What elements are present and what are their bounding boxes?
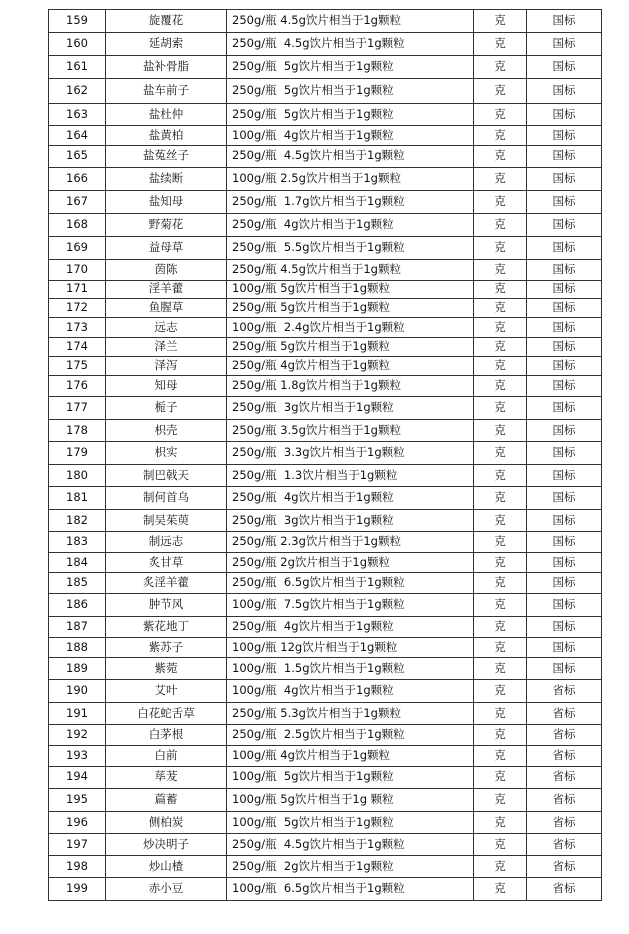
specification-cell: 250g/瓶 1.3饮片相当于1g颗粒 <box>227 464 474 487</box>
row-number-cell: 164 <box>49 126 106 146</box>
medicine-name-cell: 紫菀 <box>106 658 227 680</box>
medicine-table-body <box>49 10 602 901</box>
standard-cell: 国标 <box>527 55 602 78</box>
medicine-name-cell: 枳壳 <box>106 419 227 442</box>
medicine-name-cell: 远志 <box>106 317 227 338</box>
medicine-name-cell: 盐车前子 <box>106 78 227 103</box>
medicine-name-cell: 紫花地丁 <box>106 616 227 638</box>
specification-cell: 250g/瓶 4.5g饮片相当于1g颗粒 <box>227 834 474 856</box>
specification-cell: 250g/瓶 3g饮片相当于1g颗粒 <box>227 509 474 532</box>
row-number-cell: 168 <box>49 213 106 236</box>
unit-cell: 克 <box>474 213 527 236</box>
specification-cell: 250g/瓶 2g饮片相当于1g颗粒 <box>227 553 474 573</box>
specification-cell: 250g/瓶 5.5g饮片相当于1g颗粒 <box>227 236 474 259</box>
standard-cell: 省标 <box>527 834 602 856</box>
unit-cell: 克 <box>474 746 527 767</box>
standard-cell: 国标 <box>527 190 602 213</box>
specification-cell: 250g/瓶 4.5g饮片相当于1g颗粒 <box>227 10 474 33</box>
row-number-cell: 160 <box>49 32 106 55</box>
standard-cell: 国标 <box>527 298 602 317</box>
specification-cell: 250g/瓶 4.5g饮片相当于1g颗粒 <box>227 145 474 167</box>
row-number-cell: 171 <box>49 280 106 298</box>
table-row <box>49 638 602 658</box>
specification-cell: 250g/瓶 5.3g饮片相当于1g颗粒 <box>227 702 474 725</box>
medicine-name-cell: 淫羊藿 <box>106 280 227 298</box>
standard-cell: 国标 <box>527 317 602 338</box>
unit-cell: 克 <box>474 126 527 146</box>
row-number-cell: 182 <box>49 509 106 532</box>
medicine-name-cell: 野菊花 <box>106 213 227 236</box>
unit-cell: 克 <box>474 236 527 259</box>
medicine-name-cell: 制远志 <box>106 532 227 553</box>
unit-cell: 克 <box>474 145 527 167</box>
unit-cell: 克 <box>474 419 527 442</box>
standard-cell: 国标 <box>527 32 602 55</box>
unit-cell: 克 <box>474 725 527 746</box>
standard-cell: 国标 <box>527 213 602 236</box>
specification-cell: 100g/瓶 7.5g饮片相当于1g颗粒 <box>227 594 474 617</box>
standard-cell: 省标 <box>527 856 602 878</box>
medicine-name-cell: 鱼腥草 <box>106 298 227 317</box>
standard-cell: 省标 <box>527 788 602 811</box>
unit-cell: 克 <box>474 397 527 420</box>
standard-cell: 国标 <box>527 103 602 126</box>
specification-cell: 250g/瓶 5g饮片相当于1g颗粒 <box>227 338 474 357</box>
standard-cell: 国标 <box>527 280 602 298</box>
table-row <box>49 679 602 702</box>
unit-cell: 克 <box>474 702 527 725</box>
unit-cell: 克 <box>474 616 527 638</box>
unit-cell: 克 <box>474 10 527 33</box>
medicine-name-cell: 盐补骨脂 <box>106 55 227 78</box>
specification-cell: 250g/瓶 4g饮片相当于1g颗粒 <box>227 616 474 638</box>
specification-cell: 250g/瓶 5g饮片相当于1g颗粒 <box>227 78 474 103</box>
medicine-name-cell: 制何首乌 <box>106 487 227 510</box>
table-row <box>49 375 602 397</box>
medicine-name-cell: 枳实 <box>106 442 227 465</box>
row-number-cell: 185 <box>49 573 106 594</box>
specification-cell: 250g/瓶 2.3g饮片相当于1g颗粒 <box>227 532 474 553</box>
standard-cell: 国标 <box>527 397 602 420</box>
specification-cell: 250g/瓶 6.5g饮片相当于1g颗粒 <box>227 573 474 594</box>
medicine-name-cell: 延胡索 <box>106 32 227 55</box>
table-row <box>49 573 602 594</box>
standard-cell: 省标 <box>527 811 602 834</box>
row-number-cell: 189 <box>49 658 106 680</box>
medicine-table <box>48 9 602 901</box>
standard-cell: 国标 <box>527 464 602 487</box>
medicine-name-cell: 茵陈 <box>106 259 227 280</box>
row-number-cell: 159 <box>49 10 106 33</box>
standard-cell: 国标 <box>527 236 602 259</box>
table-row <box>49 532 602 553</box>
medicine-name-cell: 泽泻 <box>106 356 227 375</box>
medicine-name-cell: 肿节风 <box>106 594 227 617</box>
table-row <box>49 766 602 788</box>
standard-cell: 国标 <box>527 616 602 638</box>
standard-cell: 国标 <box>527 126 602 146</box>
unit-cell: 克 <box>474 167 527 190</box>
standard-cell: 国标 <box>527 573 602 594</box>
table-row <box>49 419 602 442</box>
table-row <box>49 442 602 465</box>
unit-cell: 克 <box>474 190 527 213</box>
unit-cell: 克 <box>474 766 527 788</box>
row-number-cell: 178 <box>49 419 106 442</box>
row-number-cell: 163 <box>49 103 106 126</box>
row-number-cell: 196 <box>49 811 106 834</box>
unit-cell: 克 <box>474 856 527 878</box>
row-number-cell: 162 <box>49 78 106 103</box>
unit-cell: 克 <box>474 811 527 834</box>
medicine-name-cell: 赤小豆 <box>106 878 227 901</box>
specification-cell: 250g/瓶 5g饮片相当于1g颗粒 <box>227 298 474 317</box>
row-number-cell: 191 <box>49 702 106 725</box>
standard-cell: 国标 <box>527 487 602 510</box>
table-row <box>49 236 602 259</box>
medicine-name-cell: 炙淫羊藿 <box>106 573 227 594</box>
standard-cell: 国标 <box>527 509 602 532</box>
standard-cell: 国标 <box>527 658 602 680</box>
specification-cell: 250g/瓶 3.3g饮片相当于1g颗粒 <box>227 442 474 465</box>
specification-cell: 100g/瓶 2.4g饮片相当于1g颗粒 <box>227 317 474 338</box>
specification-cell: 100g/瓶 4g饮片相当于1g颗粒 <box>227 126 474 146</box>
table-row <box>49 190 602 213</box>
table-row <box>49 356 602 375</box>
specification-cell: 250g/瓶 5g饮片相当于1g颗粒 <box>227 55 474 78</box>
specification-cell: 250g/瓶 4g饮片相当于1g颗粒 <box>227 487 474 510</box>
specification-cell: 250g/瓶 4g饮片相当于1g颗粒 <box>227 213 474 236</box>
medicine-name-cell: 白茅根 <box>106 725 227 746</box>
unit-cell: 克 <box>474 658 527 680</box>
medicine-name-cell: 泽兰 <box>106 338 227 357</box>
unit-cell: 克 <box>474 103 527 126</box>
standard-cell: 国标 <box>527 594 602 617</box>
medicine-name-cell: 盐续断 <box>106 167 227 190</box>
unit-cell: 克 <box>474 594 527 617</box>
table-row <box>49 594 602 617</box>
row-number-cell: 172 <box>49 298 106 317</box>
table-row <box>49 259 602 280</box>
standard-cell: 国标 <box>527 442 602 465</box>
medicine-name-cell: 炒山楂 <box>106 856 227 878</box>
table-row <box>49 856 602 878</box>
table-row <box>49 658 602 680</box>
table-row <box>49 464 602 487</box>
standard-cell: 国标 <box>527 167 602 190</box>
specification-cell: 100g/瓶 5g饮片相当于1g颗粒 <box>227 811 474 834</box>
row-number-cell: 188 <box>49 638 106 658</box>
medicine-name-cell: 炒决明子 <box>106 834 227 856</box>
standard-cell: 国标 <box>527 259 602 280</box>
medicine-name-cell: 知母 <box>106 375 227 397</box>
unit-cell: 克 <box>474 509 527 532</box>
unit-cell: 克 <box>474 464 527 487</box>
row-number-cell: 197 <box>49 834 106 856</box>
row-number-cell: 165 <box>49 145 106 167</box>
unit-cell: 克 <box>474 878 527 901</box>
row-number-cell: 170 <box>49 259 106 280</box>
row-number-cell: 186 <box>49 594 106 617</box>
unit-cell: 克 <box>474 78 527 103</box>
medicine-name-cell: 盐菟丝子 <box>106 145 227 167</box>
row-number-cell: 173 <box>49 317 106 338</box>
unit-cell: 克 <box>474 638 527 658</box>
table-row <box>49 55 602 78</box>
specification-cell: 250g/瓶 4.5g饮片相当于1g颗粒 <box>227 32 474 55</box>
table-row <box>49 78 602 103</box>
medicine-name-cell: 炙甘草 <box>106 553 227 573</box>
row-number-cell: 198 <box>49 856 106 878</box>
specification-cell: 100g/瓶 5g饮片相当于1g颗粒 <box>227 766 474 788</box>
medicine-name-cell: 制巴戟天 <box>106 464 227 487</box>
standard-cell: 省标 <box>527 746 602 767</box>
medicine-name-cell: 白花蛇舌草 <box>106 702 227 725</box>
medicine-name-cell: 旋覆花 <box>106 10 227 33</box>
row-number-cell: 181 <box>49 487 106 510</box>
unit-cell: 克 <box>474 442 527 465</box>
specification-cell: 250g/瓶 5g饮片相当于1g颗粒 <box>227 103 474 126</box>
table-row <box>49 509 602 532</box>
unit-cell: 克 <box>474 298 527 317</box>
medicine-name-cell: 萹蓄 <box>106 788 227 811</box>
table-row <box>49 298 602 317</box>
standard-cell: 国标 <box>527 375 602 397</box>
table-row <box>49 167 602 190</box>
unit-cell: 克 <box>474 573 527 594</box>
row-number-cell: 169 <box>49 236 106 259</box>
specification-cell: 250g/瓶 4.5g饮片相当于1g颗粒 <box>227 259 474 280</box>
table-row <box>49 746 602 767</box>
unit-cell: 克 <box>474 834 527 856</box>
medicine-name-cell: 侧柏炭 <box>106 811 227 834</box>
medicine-name-cell: 制吴茱萸 <box>106 509 227 532</box>
unit-cell: 克 <box>474 338 527 357</box>
specification-cell: 250g/瓶 1.7g饮片相当于1g颗粒 <box>227 190 474 213</box>
standard-cell: 省标 <box>527 766 602 788</box>
unit-cell: 克 <box>474 375 527 397</box>
specification-cell: 100g/瓶 5g饮片相当于1g 颗粒 <box>227 788 474 811</box>
specification-cell: 250g/瓶 2.5g饮片相当于1g颗粒 <box>227 725 474 746</box>
table-row <box>49 103 602 126</box>
table-row <box>49 788 602 811</box>
standard-cell: 省标 <box>527 725 602 746</box>
standard-cell: 国标 <box>527 532 602 553</box>
table-row <box>49 10 602 33</box>
specification-cell: 100g/瓶 6.5g饮片相当于1g颗粒 <box>227 878 474 901</box>
unit-cell: 克 <box>474 317 527 338</box>
row-number-cell: 180 <box>49 464 106 487</box>
table-row <box>49 616 602 638</box>
table-row <box>49 126 602 146</box>
standard-cell: 国标 <box>527 356 602 375</box>
row-number-cell: 167 <box>49 190 106 213</box>
standard-cell: 省标 <box>527 702 602 725</box>
medicine-name-cell: 荜茇 <box>106 766 227 788</box>
row-number-cell: 193 <box>49 746 106 767</box>
row-number-cell: 174 <box>49 338 106 357</box>
table-row <box>49 317 602 338</box>
specification-cell: 100g/瓶 4g饮片相当于1g颗粒 <box>227 746 474 767</box>
row-number-cell: 195 <box>49 788 106 811</box>
table-row <box>49 553 602 573</box>
unit-cell: 克 <box>474 553 527 573</box>
table-row <box>49 280 602 298</box>
standard-cell: 省标 <box>527 878 602 901</box>
medicine-name-cell: 盐知母 <box>106 190 227 213</box>
row-number-cell: 183 <box>49 532 106 553</box>
row-number-cell: 161 <box>49 55 106 78</box>
standard-cell: 国标 <box>527 553 602 573</box>
table-row <box>49 487 602 510</box>
unit-cell: 克 <box>474 280 527 298</box>
specification-cell: 100g/瓶 12g饮片相当于1g颗粒 <box>227 638 474 658</box>
standard-cell: 国标 <box>527 78 602 103</box>
specification-cell: 100g/瓶 1.5g饮片相当于1g颗粒 <box>227 658 474 680</box>
standard-cell: 省标 <box>527 679 602 702</box>
medicine-name-cell: 栀子 <box>106 397 227 420</box>
specification-cell: 250g/瓶 4g饮片相当于1g颗粒 <box>227 356 474 375</box>
medicine-name-cell: 紫苏子 <box>106 638 227 658</box>
row-number-cell: 166 <box>49 167 106 190</box>
row-number-cell: 192 <box>49 725 106 746</box>
medicine-name-cell: 白前 <box>106 746 227 767</box>
table-row <box>49 725 602 746</box>
row-number-cell: 184 <box>49 553 106 573</box>
medicine-name-cell: 盐杜仲 <box>106 103 227 126</box>
table-row <box>49 213 602 236</box>
unit-cell: 克 <box>474 532 527 553</box>
row-number-cell: 175 <box>49 356 106 375</box>
row-number-cell: 187 <box>49 616 106 638</box>
unit-cell: 克 <box>474 55 527 78</box>
unit-cell: 克 <box>474 788 527 811</box>
unit-cell: 克 <box>474 487 527 510</box>
unit-cell: 克 <box>474 32 527 55</box>
row-number-cell: 179 <box>49 442 106 465</box>
medicine-name-cell: 艾叶 <box>106 679 227 702</box>
specification-cell: 250g/瓶 3g饮片相当于1g颗粒 <box>227 397 474 420</box>
standard-cell: 国标 <box>527 338 602 357</box>
specification-cell: 250g/瓶 3.5g饮片相当于1g颗粒 <box>227 419 474 442</box>
table-row <box>49 811 602 834</box>
table-row <box>49 32 602 55</box>
unit-cell: 克 <box>474 679 527 702</box>
standard-cell: 国标 <box>527 10 602 33</box>
unit-cell: 克 <box>474 259 527 280</box>
medicine-name-cell: 益母草 <box>106 236 227 259</box>
row-number-cell: 199 <box>49 878 106 901</box>
table-row <box>49 338 602 357</box>
standard-cell: 国标 <box>527 419 602 442</box>
row-number-cell: 177 <box>49 397 106 420</box>
specification-cell: 250g/瓶 1.8g饮片相当于1g颗粒 <box>227 375 474 397</box>
specification-cell: 250g/瓶 2g饮片相当于1g颗粒 <box>227 856 474 878</box>
row-number-cell: 176 <box>49 375 106 397</box>
specification-cell: 100g/瓶 2.5g饮片相当于1g颗粒 <box>227 167 474 190</box>
unit-cell: 克 <box>474 356 527 375</box>
table-row <box>49 834 602 856</box>
row-number-cell: 190 <box>49 679 106 702</box>
table-row <box>49 145 602 167</box>
specification-cell: 100g/瓶 5g饮片相当于1g颗粒 <box>227 280 474 298</box>
standard-cell: 国标 <box>527 145 602 167</box>
table-row <box>49 397 602 420</box>
standard-cell: 国标 <box>527 638 602 658</box>
table-row <box>49 878 602 901</box>
table-row <box>49 702 602 725</box>
specification-cell: 100g/瓶 4g饮片相当于1g颗粒 <box>227 679 474 702</box>
row-number-cell: 194 <box>49 766 106 788</box>
medicine-name-cell: 盐黄柏 <box>106 126 227 146</box>
